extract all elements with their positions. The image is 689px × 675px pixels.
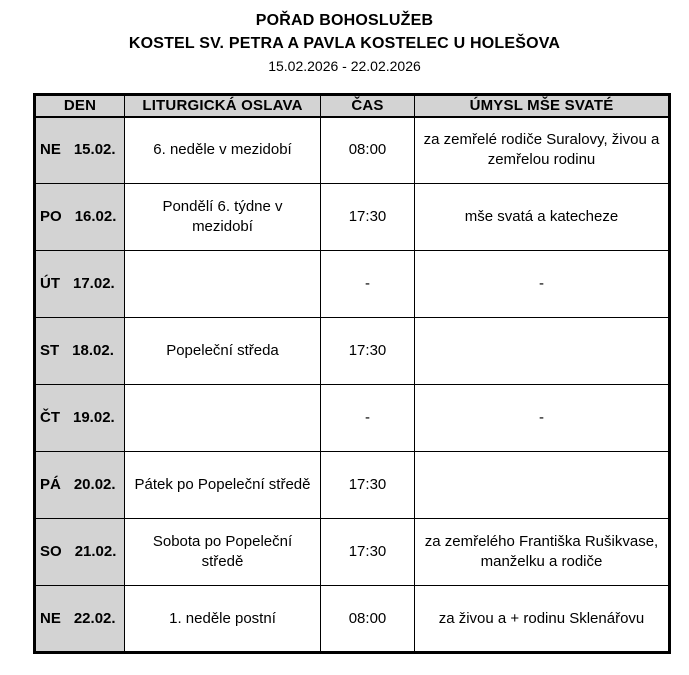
day-cell [35,184,125,251]
day-cell [35,519,125,586]
day-abbreviation: SO [40,543,62,560]
celebration-cell: 6. neděle v mezidobí [125,117,321,184]
time-cell: - [321,385,415,452]
page-subtitle: KOSTEL SV. PETRA A PAVLA KOSTELEC U HOLEŠOVA [128,35,561,52]
intention-cell [415,318,670,385]
table-row [35,452,670,519]
day-cell [35,251,125,318]
schedule-table [33,93,671,654]
time-cell: 17:30 [321,184,415,251]
day-date: 22.02. [73,609,116,627]
table-row [35,318,670,385]
celebration-cell: Pondělí 6. týdne v mezidobí [125,184,321,251]
day-abbreviation: ÚT [40,275,60,292]
table-row [35,385,670,452]
day-cell [35,318,125,385]
time-cell: - [321,251,415,318]
intention-cell: za živou a + rodinu Sklenářovu [415,586,670,653]
column-header-cas: ČAS [321,95,415,117]
celebration-cell: Pátek po Popeleční středě [125,452,321,519]
column-header-den: DEN [35,95,125,117]
time-cell: 08:00 [321,117,415,184]
intention-cell [415,452,670,519]
celebration-cell [125,385,321,452]
celebration-cell [125,251,321,318]
table-row [35,184,670,251]
intention-cell: za zemřelé rodiče Suralovy, živou a zemřelou rodinu [415,117,670,184]
day-abbreviation: ČT [40,409,60,426]
day-cell [35,586,125,653]
day-date: 19.02. [73,409,115,426]
column-header-umysl-mse-svate: ÚMYSL MŠE SVATÉ [415,95,670,117]
time-cell: 17:30 [321,318,415,385]
table-row [35,519,670,586]
day-date: 17.02. [73,275,115,292]
day-abbreviation: NE [40,609,61,627]
page-title: POŘAD BOHOSLUŽEB [255,12,434,29]
day-abbreviation: NE [40,141,61,159]
table-row [35,251,670,318]
day-date: 18.02. [72,342,114,359]
day-date: 16.02. [74,208,117,225]
time-cell: 08:00 [321,586,415,653]
document-header [0,9,689,77]
day-cell [35,117,125,184]
intention-cell: - [415,251,670,318]
table-row [35,117,670,184]
day-date: 15.02. [73,141,116,159]
day-date: 20.02. [73,476,116,493]
day-abbreviation: PÁ [40,476,61,493]
day-cell [35,452,125,519]
day-cell [35,385,125,452]
time-cell: 17:30 [321,519,415,586]
day-abbreviation: ST [40,342,60,359]
time-cell: 17:30 [321,452,415,519]
day-abbreviation: PO [40,208,62,225]
intention-cell: mše svatá a katecheze [415,184,670,251]
day-date: 21.02. [74,543,117,560]
celebration-cell: Popeleční středa [125,318,321,385]
table-header-row [35,95,670,117]
intention-cell: - [415,385,670,452]
celebration-cell: Sobota po Popeleční středě [125,519,321,586]
table-row [35,586,670,653]
celebration-cell: 1. neděle postní [125,586,321,653]
intention-cell: za zemřelého Františka Rušikvase, manželku a rodiče [415,519,670,586]
column-header-liturgicka-oslava: LITURGICKÁ OSLAVA [125,95,321,117]
date-range: 15.02.2026 - 22.02.2026 [268,58,421,74]
